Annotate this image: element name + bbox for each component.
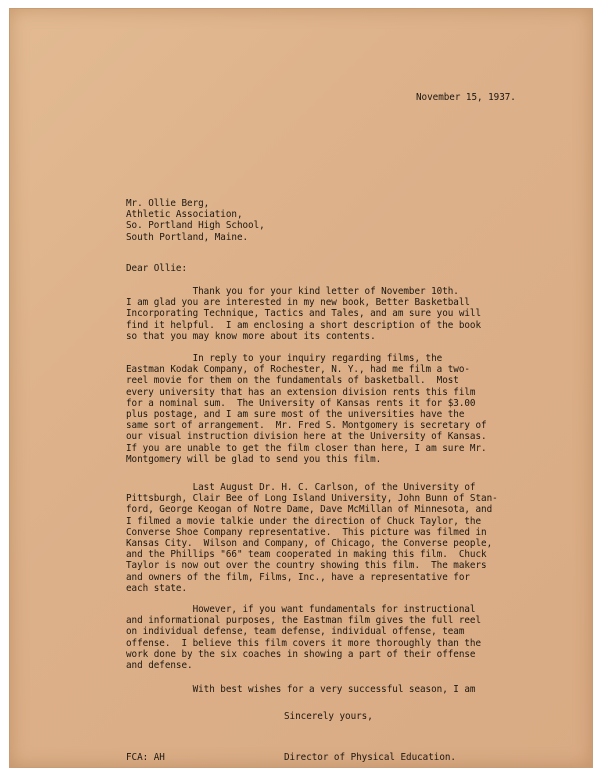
address-line: So. Portland High School, (126, 220, 265, 232)
signatory-title: Director of Physical Education. (284, 752, 456, 763)
paragraph-line: on individual defense, team defense, individual offense, team (126, 626, 465, 638)
paragraph-line: Pittsburgh, Clair Bee of Long Island University, John Bunn of Stan- (126, 493, 498, 505)
paragraph-line: Last August Dr. H. C. Carlson, of the University of (126, 482, 476, 493)
paragraph-line: Montgomery will be glad to send you this film. (126, 453, 382, 465)
paragraph-thanks (126, 286, 481, 342)
paragraph-line: so that you may know more about its contents. (126, 330, 376, 342)
paragraph-line: Kansas City. Wilson and Company, of Chicago, the Converse people, (126, 538, 493, 550)
paragraph-best-wishes (126, 684, 475, 695)
paragraph-line: Eastman Kodak Company, of Rochester, N. Y., had me film a two- (126, 364, 470, 376)
reference-initials: FCA: AH (126, 752, 165, 763)
paragraph-talkie (126, 482, 498, 594)
paragraph-films (126, 353, 487, 465)
paragraph-line: Incorporating Technique, Tactics and Tales, and am sure you will (126, 308, 482, 320)
paragraph-line: every university that has an extension division rents this film (126, 386, 476, 398)
paragraph-line: Converse Shoe Company representative. This picture was filmed in (126, 526, 487, 538)
paragraph-line: With best wishes for a very successful season, I am (126, 684, 476, 695)
address-line: South Portland, Maine. (126, 231, 249, 243)
paragraph-line: our visual instruction division here at the University of Kansas. (126, 431, 487, 443)
paragraph-line: offense. I believe this film covers it more thoroughly than the (126, 637, 482, 649)
paragraph-fundamentals (126, 604, 481, 671)
paragraph-line: I filmed a movie talkie under the direction of Chuck Taylor, the (126, 515, 482, 527)
address-line: Athletic Association, (126, 209, 243, 221)
paragraph-line: same sort of arrangement. Mr. Fred S. Montgomery is secretary of (126, 420, 487, 432)
address-line: Mr. Ollie Berg, (126, 198, 210, 209)
paragraph-line: find it helpful. I am enclosing a short description of the book (126, 319, 482, 331)
paragraph-line: If you are unable to get the film closer than here, I am sure Mr. (126, 442, 487, 454)
paragraph-line: and defense. (126, 660, 193, 672)
paragraph-line: reel movie for them on the fundamentals of basketball. Most (126, 375, 459, 387)
paragraph-line: However, if you want fundamentals for instructional (126, 604, 476, 615)
paragraph-line: for a nominal sum. The University of Kansas rents it for $3.00 (126, 397, 476, 409)
paragraph-line: and owners of the film, Films, Inc., have a representative for (126, 571, 470, 583)
letter-date: November 15, 1937. (416, 92, 516, 103)
recipient-address (126, 198, 265, 243)
paragraph-line: each state. (126, 582, 188, 594)
paragraph-line: work done by the six coaches in showing a part of their offense (126, 648, 476, 660)
paragraph-line: plus postage, and I am sure most of the universities have the (126, 409, 465, 421)
closing: Sincerely yours, (284, 711, 373, 722)
paragraph-line: In reply to your inquiry regarding films, the (126, 353, 443, 364)
paragraph-line: ford, George Keogan of Notre Dame, Dave McMillan of Minnesota, and (126, 504, 493, 516)
paragraph-line: Taylor is now out over the country showing this film. The makers (126, 560, 487, 572)
salutation: Dear Ollie: (126, 263, 188, 274)
paragraph-line: I am glad you are interested in my new book, Better Basketball (126, 297, 470, 309)
paragraph-line: and informational purposes, the Eastman film gives the full reel (126, 615, 482, 627)
paragraph-line: Thank you for your kind letter of November 10th. (126, 286, 459, 297)
paragraph-line: and the Phillips "66" team cooperated in making this film. Chuck (126, 549, 487, 561)
